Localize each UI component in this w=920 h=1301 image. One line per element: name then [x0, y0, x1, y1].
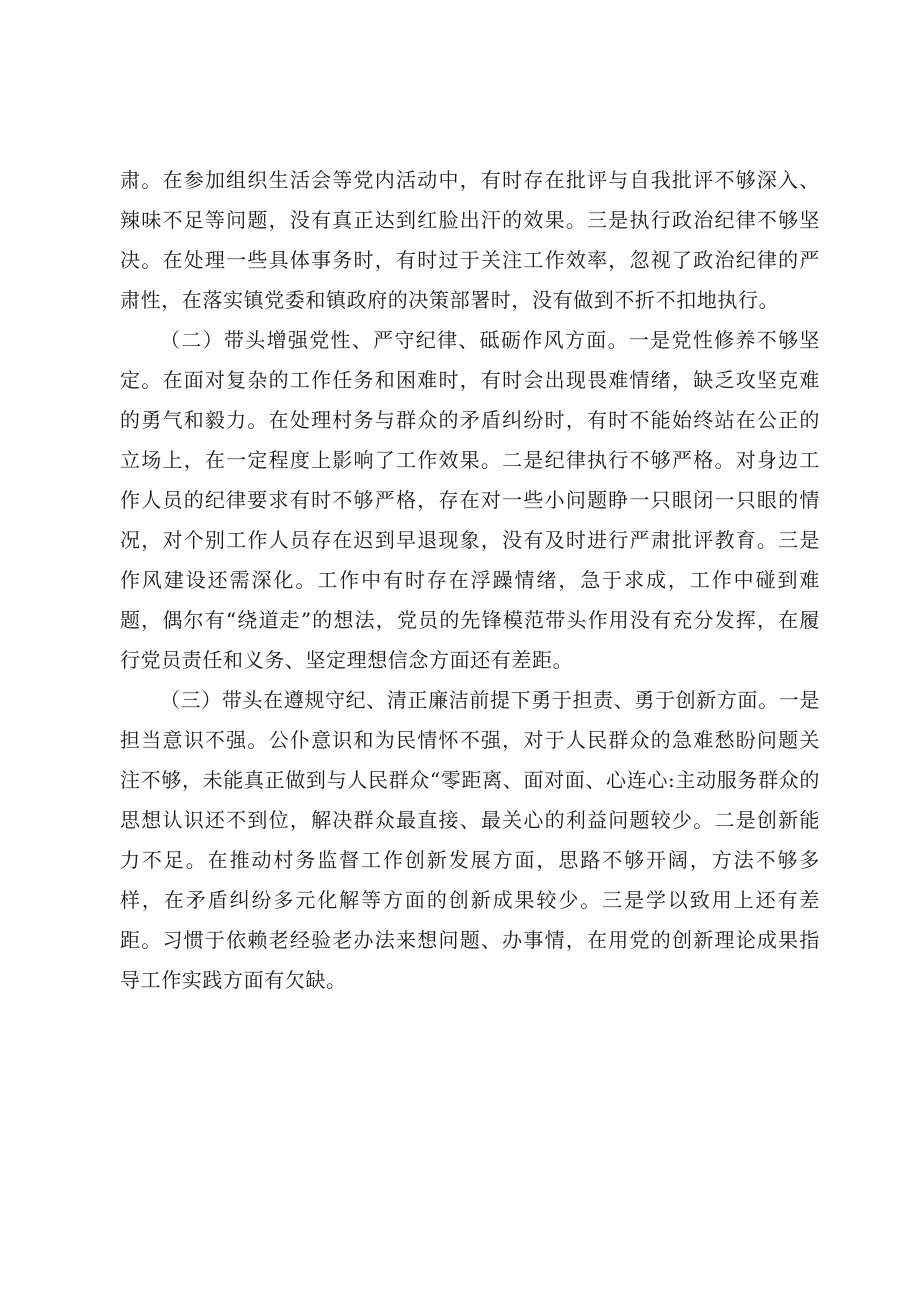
paragraph-continuation: 肃。在参加组织生活会等党内活动中，有时存在批评与自我批评不够深入、辣味不足等问题，没有真正达到红脸出汗的效果。三是执行政治纪律不够坚决。在处理一些具体事务时，有时过于关注工作效率，忽视了政治纪律的严肃性，在落实镇党委和镇政府的决策部署时，没有做到不折不扣地执行。 — [120, 168, 820, 312]
paragraph-section-three: （三）带头在遵规守纪、清正廉洁前提下勇于担责、勇于创新方面。一是担当意识不强。公仆意识和为民情怀不强，对于人民群众的急难愁盼问题关注不够，未能真正做到与人民群众“零距离、面对面、心连心:主动服务群众的思想认识还不到位，解决群众最直接、最关心的利益问题较少。二是创新能力不足。在推动村务监督工作创新发展方面，思路不够开阔，方法不够多样，在矛盾纠纷多元化解等方面的创新成果较少。三是学以致用上还有差距。习惯于依赖老经验老办法来想问题、办事情，在用党的创新理论成果指导工作实践方面有欠缺。 — [120, 688, 820, 992]
document-body — [120, 160, 820, 1000]
paragraph-section-two: （二）带头增强党性、严守纪律、砥砺作风方面。一是党性修养不够坚定。在面对复杂的工作任务和困难时，有时会出现畏难情绪，缺乏攻坚克难的勇气和毅力。在处理村务与群众的矛盾纠纷时，有时不能始终站在公正的立场上，在一定程度上影响了工作效果。二是纪律执行不够严格。对身边工作人员的纪律要求有时不够严格，存在对一些小问题睁一只眼闭一只眼的情况，对个别工作人员存在迟到早退现象，没有及时进行严肃批评教育。三是作风建设还需深化。工作中有时存在浮躁情绪，急于求成，工作中碰到难题，偶尔有“绕道走”的想法，党员的先锋模范带头作用没有充分发挥，在履行党员责任和义务、坚定理想信念方面还有差距。 — [120, 328, 820, 672]
